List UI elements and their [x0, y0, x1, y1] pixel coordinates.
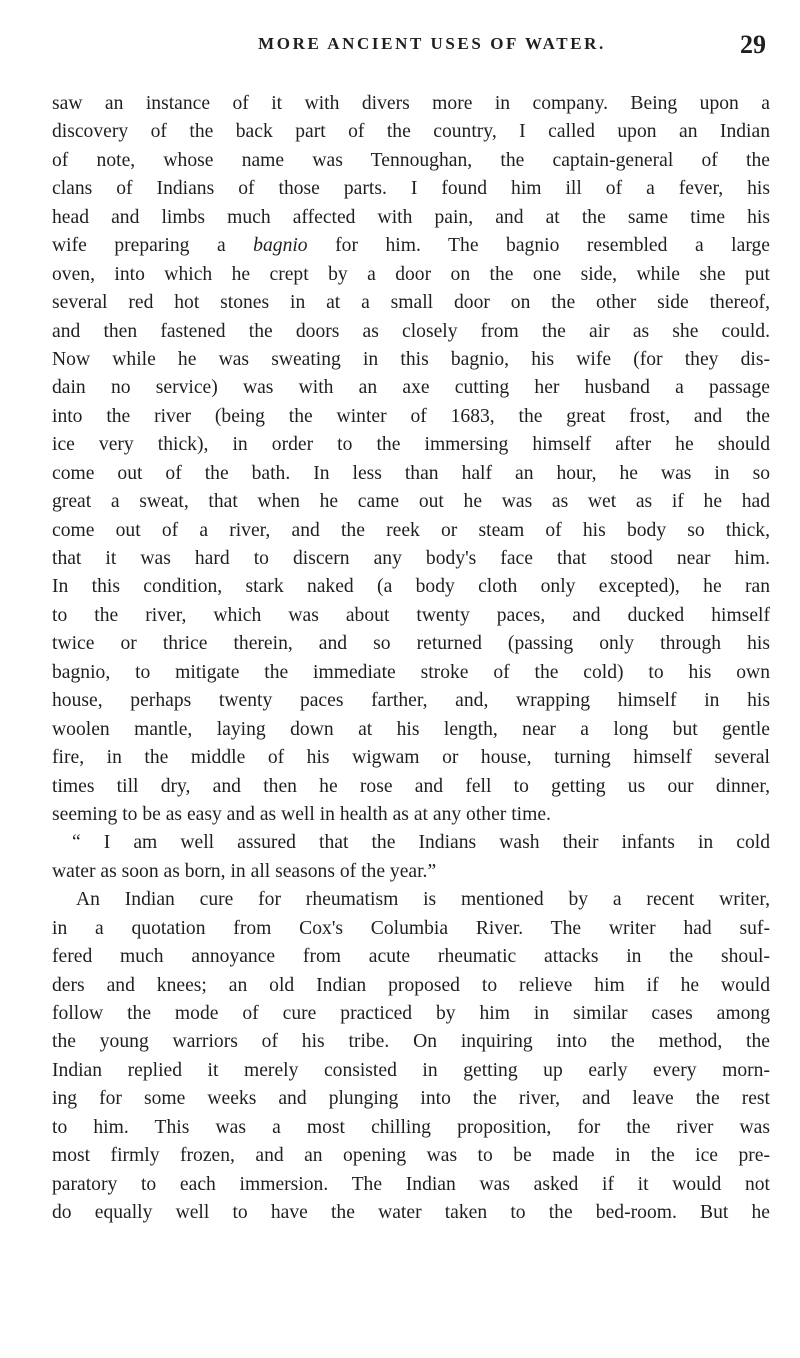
- text-line: Indian replied it merely consisted in getting up early every morn-: [52, 1059, 770, 1081]
- text-line: come out of the bath. In less than half an hour, he was in so: [52, 462, 770, 484]
- text-line: Now while he was sweating in this bagnio, his wife (for they dis-: [52, 348, 770, 370]
- text-line: ders and knees; an old Indian proposed to relieve him if he would: [52, 974, 770, 996]
- text-line: “ I am well assured that the Indians wash their infants in cold: [72, 832, 770, 854]
- text-line: dain no service) was with an axe cutting her husband a passage: [52, 377, 770, 399]
- text-line: bagnio, to mitigate the immediate stroke of the cold) to his own: [52, 661, 770, 683]
- text-line: saw an instance of it with divers more in company. Being upon a: [52, 93, 770, 114]
- page-number: 29: [740, 30, 766, 59]
- text-line: seeming to be as easy and as well in health as at any other time.: [52, 803, 551, 825]
- text-line: to him. This was a most chilling proposition, for the river was: [52, 1116, 770, 1138]
- text-line: the young warriors of his tribe. On inquiring into the method, the: [52, 1031, 770, 1053]
- text-line: clans of Indians of those parts. I found him ill of a fever, his: [52, 178, 770, 200]
- text-line: times till dry, and then he rose and fell to getting us our dinner,: [52, 775, 770, 797]
- text-line: most firmly frozen, and an opening was to be made in the ice pre-: [52, 1145, 770, 1167]
- text-line: several red hot stones in at a small door on the other side thereof,: [52, 292, 770, 314]
- text-line: twice or thrice therein, and so returned (passing only through his: [52, 633, 770, 655]
- text-line-italic: wife preparing a bagnio for him. The bagnio resembled a large: [52, 235, 770, 257]
- text-line: oven, into which he crept by a door on the one side, while she put: [52, 263, 770, 285]
- text-line: discovery of the back part of the country, I called upon an Indian: [52, 121, 770, 143]
- text-line: do equally well to have the water taken to the bed-room. But he: [52, 1202, 770, 1224]
- text-line: in a quotation from Cox's Columbia River. The writer had suf-: [52, 917, 770, 939]
- text-line: of note, whose name was Tennoughan, the captain-general of the: [52, 149, 770, 171]
- text-line: that it was hard to discern any body's face that stood near him.: [52, 548, 770, 569]
- italic-term: bagnio: [253, 235, 308, 257]
- running-head: [94, 30, 770, 60]
- text-line: house, perhaps twenty paces farther, and, wrapping himself in his: [52, 690, 770, 712]
- text-line: In this condition, stark naked (a body cloth only excepted), he ran: [52, 576, 770, 598]
- paragraph-start-line: An Indian cure for rheumatism is mentioned by a recent writer,: [76, 889, 770, 911]
- text-line: fire, in the middle of his wigwam or house, turning himself several: [52, 747, 770, 769]
- text-line: ice very thick), in order to the immersing himself after he should: [52, 434, 770, 456]
- text-line: and then fastened the doors as closely from the air as she could.: [52, 320, 770, 342]
- text-line: great a sweat, that when he came out he was as wet as if he had: [52, 491, 770, 513]
- text-line: fered much annoyance from acute rheumatic attacks in the shoul-: [52, 946, 770, 968]
- body-text: [52, 90, 770, 1228]
- text-line: water as soon as born, in all seasons of the year.”: [52, 860, 437, 882]
- text-line: head and limbs much affected with pain, and at the same time his: [52, 206, 770, 228]
- text-line: come out of a river, and the reek or steam of his body so thick,: [52, 519, 770, 541]
- text-line: woolen mantle, laying down at his length, near a long but gentle: [52, 718, 770, 740]
- text-line: follow the mode of cure practiced by him in similar cases among: [52, 1003, 770, 1024]
- text-line: to the river, which was about twenty paces, and ducked himself: [52, 604, 770, 626]
- text-line: paratory to each immersion. The Indian was asked if it would not: [52, 1173, 770, 1195]
- text-line: ing for some weeks and plunging into the river, and leave the rest: [52, 1088, 770, 1110]
- running-title: MORE ANCIENT USES OF WATER.: [258, 34, 606, 53]
- text-line: into the river (being the winter of 1683, the great frost, and the: [52, 405, 770, 427]
